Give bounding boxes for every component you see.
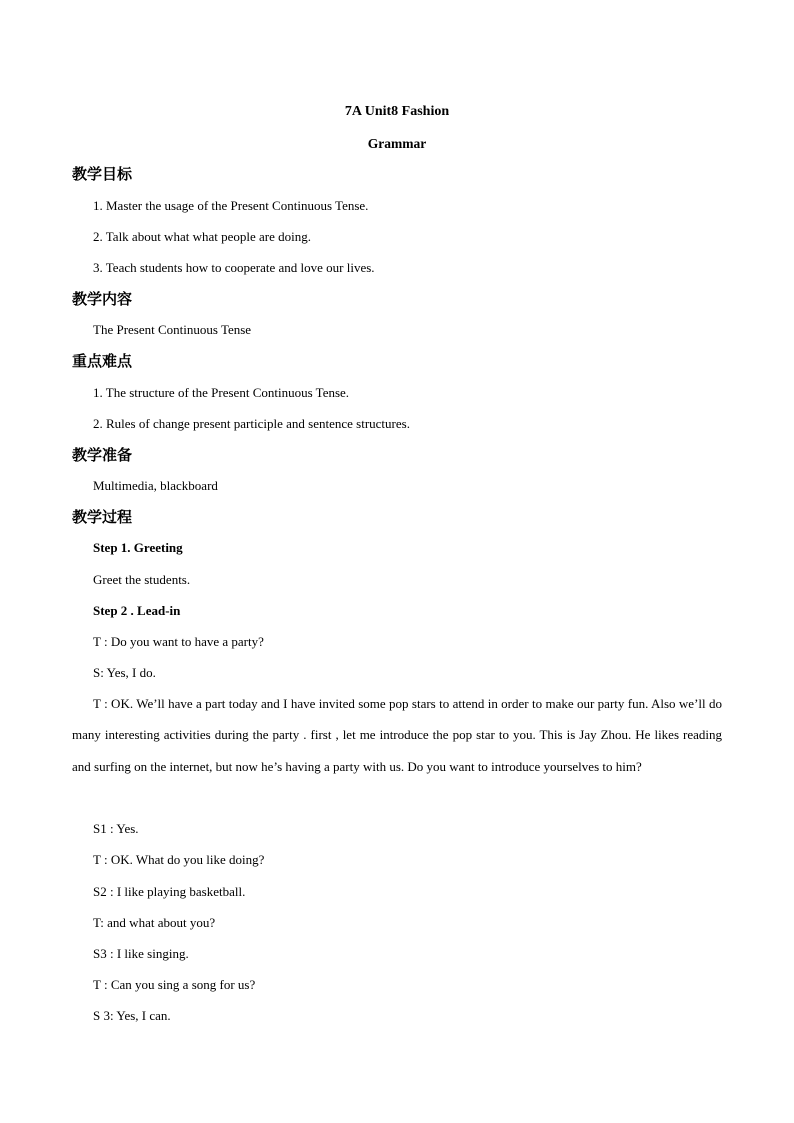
dialogue-line: T : OK. What do you like doing? [93,852,265,867]
objective-item: 3. Teach students how to cooperate and love our lives. [93,260,375,275]
dialogue-line: T : Do you want to have a party? [93,634,264,649]
section-heading-key-points: 重点难点 [72,352,133,370]
step-title: Step 1. Greeting [93,540,183,555]
section-heading-preparation: 教学准备 [72,446,133,464]
objective-item: 1. Master the usage of the Present Continuous Tense. [93,198,369,213]
key-point-item: 2. Rules of change present participle and sentence structures. [93,416,410,431]
dialogue-line: S 3: Yes, I can. [93,1008,171,1023]
dialogue-line: S: Yes, I do. [93,665,156,680]
key-point-item: 1. The structure of the Present Continuous Tense. [93,385,350,400]
content-item: The Present Continuous Tense [93,322,252,337]
section-heading-objectives: 教学目标 [72,165,133,183]
dialogue-line: T : Can you sing a song for us? [93,977,256,992]
dialogue-line: T: and what about you? [93,915,216,930]
dialogue-line: S3 : I like singing. [93,946,189,961]
document-title: 7A Unit8 Fashion [344,104,450,119]
section-heading-content: 教学内容 [72,290,133,308]
lead-in-paragraph: T : OK. We’ll have a part today and I have invited some pop stars to attend in order to make our party fun. Also we’ll do many interesting activities during the party . first , let me introduce the pop star to you. This is Jay Zhou. He likes reading and surfing on the internet, but now he’s having a party with us. Do you want to introduce yourselves to him? [72,696,722,774]
preparation-item: Multimedia, blackboard [93,478,218,493]
step-title: Step 2 . Lead-in [93,603,181,618]
objective-item: 2. Talk about what what people are doing. [93,229,311,244]
step-text: Greet the students. [93,572,191,587]
dialogue-line: S2 : I like playing basketball. [93,884,246,899]
document-subtitle: Grammar [367,136,427,151]
section-heading-process: 教学过程 [72,508,133,526]
dialogue-line: S1 : Yes. [93,821,139,836]
